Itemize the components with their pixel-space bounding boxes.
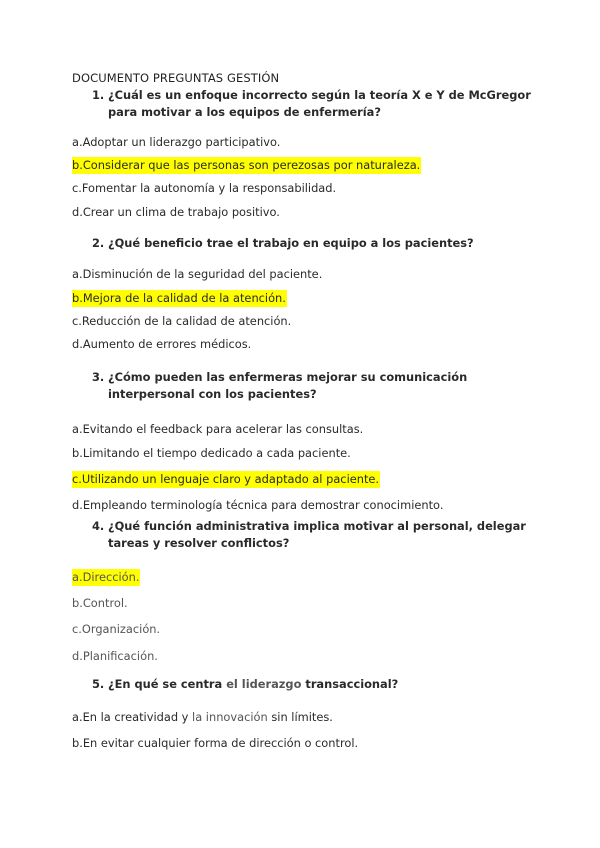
option-4b: b.Control. <box>72 596 128 610</box>
option-3c <box>72 472 380 487</box>
question-number: 5. <box>92 677 105 691</box>
option-3d: d.Empleando terminología técnica para demostrar conocimiento. <box>72 498 444 512</box>
option-2a: a.Disminución de la seguridad del paciente. <box>72 267 323 281</box>
question-text: ¿Cómo pueden las enfermeras mejorar su comunicación interpersonal con los pacientes? <box>108 370 468 401</box>
document-title: DOCUMENTO PREGUNTAS GESTIÓN <box>72 71 280 85</box>
option-4c: c.Organización. <box>72 622 161 636</box>
question-2 <box>92 235 552 252</box>
option-1b <box>72 158 421 173</box>
question-text: ¿Qué beneficio trae el trabajo en equipo a los pacientes? <box>108 236 474 250</box>
option-5b: b.En evitar cualquier forma de dirección o control. <box>72 736 359 750</box>
highlighted-answer: a.Dirección. <box>72 570 140 584</box>
question-number: 3. <box>92 370 105 384</box>
option-2d: d.Aumento de errores médicos. <box>72 337 252 351</box>
question-number: 1. <box>92 88 105 102</box>
question-number: 2. <box>92 236 105 250</box>
option-1a: a.Adoptar un liderazgo participativo. <box>72 135 281 149</box>
question-4 <box>92 518 552 551</box>
option-1d: d.Crear un clima de trabajo positivo. <box>72 205 280 219</box>
option-2c: c.Reducción de la calidad de atención. <box>72 314 292 328</box>
question-text: ¿Cuál es un enfoque incorrecto según la teoría X e Y de McGregor para motivar a los equipos de enfermería? <box>108 88 531 119</box>
option-1c: c.Fomentar la autonomía y la responsabilidad. <box>72 181 337 195</box>
highlighted-answer: c.Utilizando un lenguaje claro y adaptado al paciente. <box>72 472 380 486</box>
highlighted-answer: b.Considerar que las personas son perezosas por naturaleza. <box>72 158 421 172</box>
option-2b <box>72 291 287 306</box>
option-4a <box>72 570 140 585</box>
option-4d: d.Planificación. <box>72 649 158 663</box>
question-text: ¿Qué función administrativa implica motivar al personal, delegar tareas y resolver conflictos? <box>108 519 526 550</box>
option-3a: a.Evitando el feedback para acelerar las consultas. <box>72 422 364 436</box>
question-text: ¿En qué se centra el liderazgo transaccional? <box>108 677 399 691</box>
question-1 <box>92 87 552 120</box>
question-5 <box>92 676 552 693</box>
highlighted-answer: b.Mejora de la calidad de la atención. <box>72 291 286 305</box>
option-5a: a.En la creatividad y la innovación sin límites. <box>72 710 333 724</box>
option-3b: b.Limitando el tiempo dedicado a cada paciente. <box>72 446 351 460</box>
question-3 <box>92 369 552 402</box>
question-number: 4. <box>92 519 105 533</box>
